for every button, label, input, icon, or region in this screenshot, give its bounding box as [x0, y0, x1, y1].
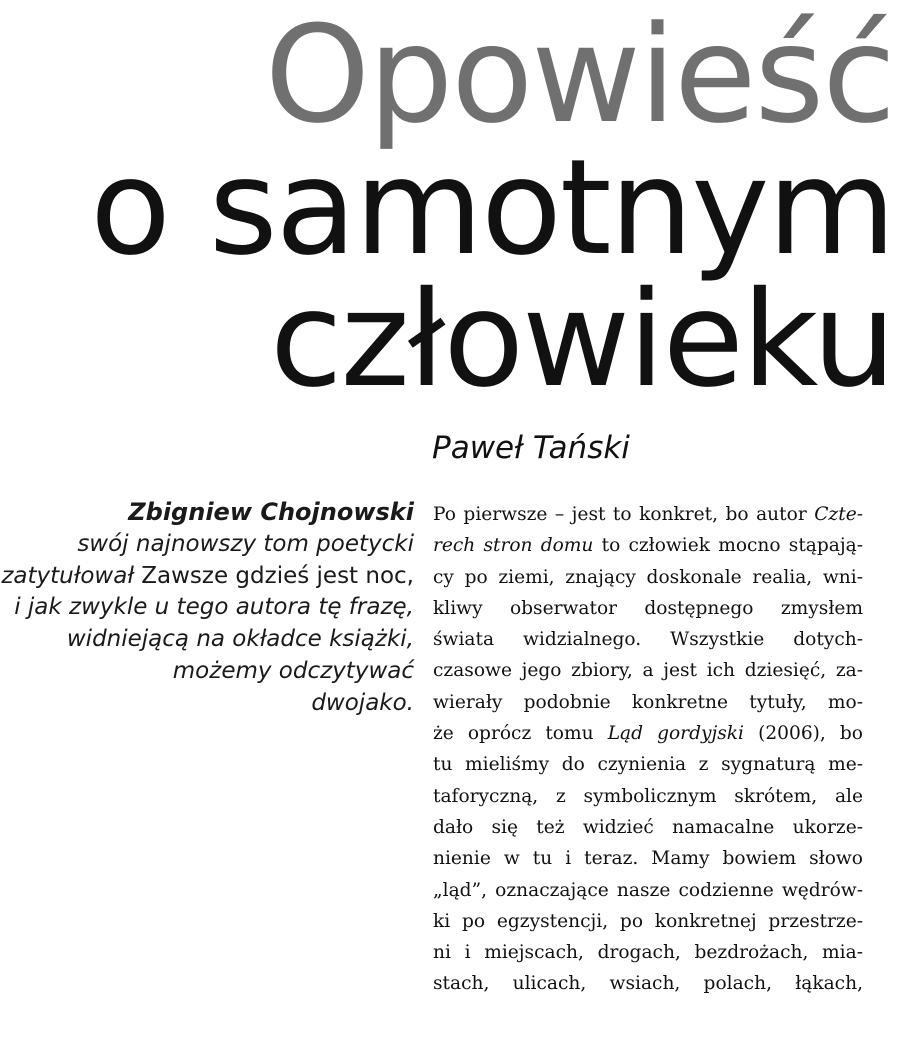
lead-line: widniejącą na okładce książki,: [66, 626, 414, 653]
lead-line: i jak zwykle u tego autora tę frazę,: [14, 594, 414, 621]
title-line-2: o samotnym: [90, 131, 894, 285]
lead-text: zatytułował: [1, 562, 134, 589]
body-line: czasowe jego zbiory, a jest ich dziesięć, za-: [433, 660, 863, 682]
book-title-italic: Czte-: [814, 504, 863, 525]
body-text: (2006), bo: [758, 723, 863, 745]
body-line: ni i miejscach, drogach, bezdrożach, mia-: [433, 942, 863, 964]
title-line-3: człowieku: [269, 263, 894, 417]
body-line: taforyczną, z symbolicznym skrótem, ale: [433, 785, 863, 807]
body-line: stach, ulicach, wsiach, polach, łąkach,: [433, 973, 863, 995]
title-line-1: Opowieść: [264, 0, 894, 153]
lead-book-title: Zawsze gdzieś jest noc,: [141, 562, 414, 589]
body-line: kliwy obserwator dostępnego zmysłem: [433, 597, 863, 619]
body-line: cy po ziemi, znający doskonale realia, wni-: [433, 566, 863, 588]
body-line: „ląd”, oznaczające nasze codzienne wędrów-: [433, 879, 863, 901]
lead-line: swój najnowszy tom poetycki: [77, 530, 414, 557]
article-title: [90, 0, 894, 417]
article-author: Paweł Tański: [432, 430, 630, 466]
body-line: [433, 718, 863, 749]
body-line: świata widzialnego. Wszystkie dotych-: [433, 629, 863, 651]
article-body: [433, 499, 863, 1000]
body-line: dało się też widzieć namacalne ukorze-: [433, 816, 863, 838]
body-text: że oprócz tomu: [433, 723, 594, 745]
body-line: ki po egzystencji, po konkretnej przestrze-: [433, 910, 863, 932]
book-title-italic: rech stron domu: [433, 535, 594, 557]
body-line: nienie w tu i teraz. Mamy bowiem słowo: [433, 848, 863, 870]
body-line: [433, 499, 863, 530]
body-line: wierały podobnie konkretne tytuły, mo-: [433, 691, 863, 713]
lead-poet-name: Zbigniew Chojnowski: [128, 498, 414, 526]
lead-line: możemy odczytywać: [172, 657, 414, 684]
body-line: [433, 530, 863, 561]
lead-line: dwojako.: [311, 689, 414, 716]
body-line: tu mieliśmy do czynienia z sygnaturą me-: [433, 754, 863, 776]
article-lead: [0, 497, 414, 720]
body-text: Po pierwsze – jest to konkret, bo autor: [433, 504, 807, 525]
lead-line: [0, 561, 414, 593]
book-title-italic: Ląd gordyjski: [607, 723, 745, 745]
body-text: to człowiek mocno stąpają-: [601, 535, 863, 557]
